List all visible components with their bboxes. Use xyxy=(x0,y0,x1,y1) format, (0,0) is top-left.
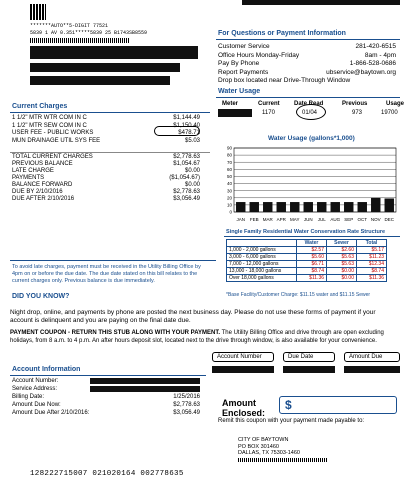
chart-x-tick-label: JAN xyxy=(236,217,246,222)
chart-bar xyxy=(317,202,326,212)
rate-range-cell: 1,000 - 2,000 gallons xyxy=(227,247,297,254)
rate-value-cell: $12.34 xyxy=(357,261,387,268)
redacted-address xyxy=(30,46,198,59)
rate-row xyxy=(227,275,387,282)
chart-y-tick-label: 50 xyxy=(226,174,232,180)
late-notice: To avoid late charges, payment must be received in the Utility Billing Office by 4pm on or before the due date. The due date stated on this bill relates to the current charges only. Previous balance is due immediately. xyxy=(12,264,201,284)
charge-summary-value: $3,056.49 xyxy=(173,196,200,202)
chart-x-tick-label: JUN xyxy=(303,217,313,222)
chart-bar xyxy=(250,202,259,212)
rate-value-cell: $5.63 xyxy=(327,261,357,268)
wu-header-previous: Previous xyxy=(342,101,368,107)
coupon-amount-due-box: Amount Due xyxy=(344,352,400,362)
rate-value-cell: $5.63 xyxy=(327,254,357,261)
account-row-label: Amount Due After 2/10/2016: xyxy=(12,410,90,416)
chart-y-tick-label: 0 xyxy=(229,209,232,215)
rate-value-cell: $2.60 xyxy=(327,247,357,254)
wu-header-meter: Meter xyxy=(222,101,239,107)
charge-summary-value: $2,778.63 xyxy=(173,189,200,195)
rate-row xyxy=(227,261,387,268)
remit-address: CITY OF BAYTOWN PO BOX 301460 DALLAS, TX 75303-1460 xyxy=(238,437,300,456)
dollar-sign: $ xyxy=(285,398,292,412)
rate-value-cell: $5.60 xyxy=(297,254,327,261)
chart-y-tick-label: 80 xyxy=(226,152,232,158)
rate-row xyxy=(227,268,387,275)
rate-row xyxy=(227,247,387,254)
remit-text: Remit this coupon with your payment made payable to: xyxy=(218,418,365,424)
charge-summary-label: DUE AFTER 2/10/2016 xyxy=(12,196,75,202)
wu-usage: 19700 xyxy=(381,110,398,116)
chart-x-tick-label: DEC xyxy=(384,217,395,222)
chart-x-tick-label: JUL xyxy=(317,217,326,222)
rate-row xyxy=(227,254,387,261)
coupon-notice: PAYMENT COUPON - RETURN THIS STUB ALONG WITH YOUR PAYMENT. The Utility Billing Office and drive through are open excluding holidays, from 8 a.m. to 4 p.m. An after hours deposit slot, located next to the drive through window, is also available for your convenience. xyxy=(10,330,384,344)
charge-summary-label: DUE BY 2/10/2016 xyxy=(12,189,63,195)
chart-bar xyxy=(236,202,245,212)
charge-summary-label: TOTAL CURRENT CHARGES xyxy=(12,154,93,160)
wu-header-date: Date Read xyxy=(294,101,324,107)
chart-x-tick-label: APR xyxy=(276,217,286,222)
charge-summary-label: PAYMENTS xyxy=(12,175,45,181)
qr-barcode-icon xyxy=(30,4,46,20)
chart-x-tick-label: MAY xyxy=(290,217,300,222)
chart-y-tick-label: 40 xyxy=(226,181,232,187)
charge-item-value: $1,150.40 xyxy=(173,122,200,129)
wu-date-read: 01/04 xyxy=(302,110,318,116)
date-circle-mark xyxy=(296,104,326,120)
rate-table xyxy=(226,239,387,282)
charge-summary-value: $1,054.67 xyxy=(173,161,200,167)
rate-range-cell: 13,000 - 18,000 gallons xyxy=(227,268,297,275)
rate-range-cell: 7,000 - 12,000 gallons xyxy=(227,261,297,268)
chart-y-tick-label: 30 xyxy=(226,188,232,194)
chart-x-tick-label: FEB xyxy=(249,217,259,222)
rate-value-cell: $8.74 xyxy=(357,268,387,275)
mail-line-2: 5839 1 AV 0.351*****5839 25 B1743SB8559 xyxy=(30,30,148,36)
rate-footnote: *Base Facility/Customer Charge: $11.15 water and $11.15 Sewer xyxy=(226,292,371,298)
postal-barcode-icon xyxy=(30,38,130,43)
redacted-account-number xyxy=(212,366,274,373)
amount-enclosed-label: Amount Enclosed: xyxy=(222,398,266,418)
redacted-address xyxy=(30,63,180,72)
ocr-scanline: 128222715007 021020164 002778635 xyxy=(30,470,184,478)
redacted-meter xyxy=(218,109,252,117)
water-usage-title: Water Usage xyxy=(218,88,261,95)
rate-value-cell: $11.23 xyxy=(357,254,387,261)
rate-range-cell: 3,000 - 6,000 gallons xyxy=(227,254,297,261)
charge-item-label: MUN DRAINAGE UTIL SYS FEE xyxy=(12,137,101,144)
charge-summary-value: $0.00 xyxy=(184,182,200,188)
coupon-account-number-box: Account Number xyxy=(212,352,274,362)
chart-bar xyxy=(277,202,286,212)
rate-header-row: Water Sewer Total xyxy=(227,240,387,247)
chart-bar xyxy=(331,202,340,212)
wu-header-current: Current xyxy=(258,101,280,107)
chart-bar xyxy=(290,202,299,212)
did-you-know: DID YOU KNOW? xyxy=(12,293,70,300)
chart-bar xyxy=(344,202,353,212)
chart-y-tick-label: 20 xyxy=(226,195,232,201)
chart-x-tick-label: MAR xyxy=(262,217,273,222)
wu-header-usage: Usage xyxy=(386,101,404,107)
chart-bar xyxy=(371,198,380,212)
chart-bar xyxy=(304,202,313,212)
rate-value-cell: $11.36 xyxy=(297,275,327,282)
charge-item-value: $1,144.49 xyxy=(173,115,200,121)
wu-previous: 973 xyxy=(352,110,363,116)
rate-value-cell: $11.36 xyxy=(357,275,387,282)
redacted-address xyxy=(90,386,200,392)
rate-table-title: Single Family Residential Water Conservation Rate Structure xyxy=(226,229,386,235)
rate-value-cell: $0.00 xyxy=(327,268,357,275)
charge-summary-value: $0.00 xyxy=(184,168,200,174)
chart-y-tick-label: 10 xyxy=(226,202,232,208)
rate-value-cell: $5.17 xyxy=(357,247,387,254)
chart-x-tick-label: OCT xyxy=(357,217,367,222)
chart-x-tick-label: SEP xyxy=(344,217,354,222)
rate-value-cell: $6.71 xyxy=(297,261,327,268)
amount-enclosed-input[interactable] xyxy=(279,396,397,414)
rate-range-cell: Over 18,000 gallons xyxy=(227,275,297,282)
charge-item-label: 1 1/2" MTR SEW COM IN C xyxy=(12,122,87,129)
night-drop-notice: Night drop, online, and payments by phone are posted the next business day. Please do not use these forms of payment if your account is delinquent and you are paying on the final date due. xyxy=(10,309,376,324)
redacted-account xyxy=(90,378,200,384)
account-row-label: Service Address: xyxy=(12,386,58,392)
account-row-value: $3,056.49 xyxy=(173,410,200,416)
chart-y-tick-label: 60 xyxy=(226,166,232,172)
redacted-header xyxy=(242,0,400,5)
service-email-link[interactable]: ubservice@baytown.org xyxy=(326,68,396,76)
charge-item-label: USER FEE - PUBLIC WORKS xyxy=(12,130,94,136)
usage-bar-chart xyxy=(220,144,400,224)
chart-y-tick-label: 90 xyxy=(226,145,232,151)
questions-labels: Customer Service Office Hours Monday-Friday Pay By Phone Report Payments Drop box located near Drive-Through Window xyxy=(218,43,351,84)
charge-item-label: 1 1/2" MTR WTR COM IN C xyxy=(12,115,87,121)
charge-summary-value: $2,778.63 xyxy=(173,154,200,160)
current-charges-title: Current Charges xyxy=(12,103,68,110)
redacted-amount-due xyxy=(344,366,400,373)
chart-title: Water Usage (gallons*1,000) xyxy=(268,135,355,142)
account-row-label: Account Number: xyxy=(12,378,59,384)
rate-value-cell: $8.74 xyxy=(297,268,327,275)
chart-bar xyxy=(385,198,394,212)
account-row-value: $2,778.63 xyxy=(173,402,200,408)
charge-summary-value: ($1,054.67) xyxy=(169,175,200,181)
rate-value-cell: $2.57 xyxy=(297,247,327,254)
chart-bar xyxy=(358,202,367,212)
chart-x-tick-label: NOV xyxy=(370,217,381,222)
amount-circle-mark xyxy=(154,126,200,136)
chart-bar xyxy=(263,202,272,212)
chart-y-tick-label: 70 xyxy=(226,159,232,165)
mail-line-1: *******AUTO**5-DIGIT 77521 xyxy=(30,23,109,29)
questions-title: For Questions or Payment Information xyxy=(218,30,346,37)
postal-barcode-icon xyxy=(238,458,328,462)
charge-summary-label: PREVIOUS BALANCE xyxy=(12,161,73,167)
charge-item-value: $5.03 xyxy=(184,137,200,144)
charge-item-value: $478.71 xyxy=(178,130,200,136)
account-row-value: 1/25/2016 xyxy=(173,394,200,400)
redacted-due-date xyxy=(283,366,335,373)
charge-summary-label: BALANCE FORWARD xyxy=(12,182,73,188)
coupon-due-date-box: Due Date xyxy=(283,352,335,362)
account-row-label: Amount Due Now: xyxy=(12,402,61,408)
wu-current: 1170 xyxy=(262,110,275,116)
rate-value-cell: $0.00 xyxy=(327,275,357,282)
redacted-address xyxy=(30,76,170,85)
charge-summary-label: LATE CHARGE xyxy=(12,168,54,174)
chart-x-tick-label: AUG xyxy=(330,217,341,222)
account-row-label: Billing Date: xyxy=(12,394,45,400)
questions-values: 281-420-6515 8am - 4pm 1-866-528-0686 ubservice@baytown.org xyxy=(300,43,396,77)
account-info-title: Account Information xyxy=(12,366,81,373)
